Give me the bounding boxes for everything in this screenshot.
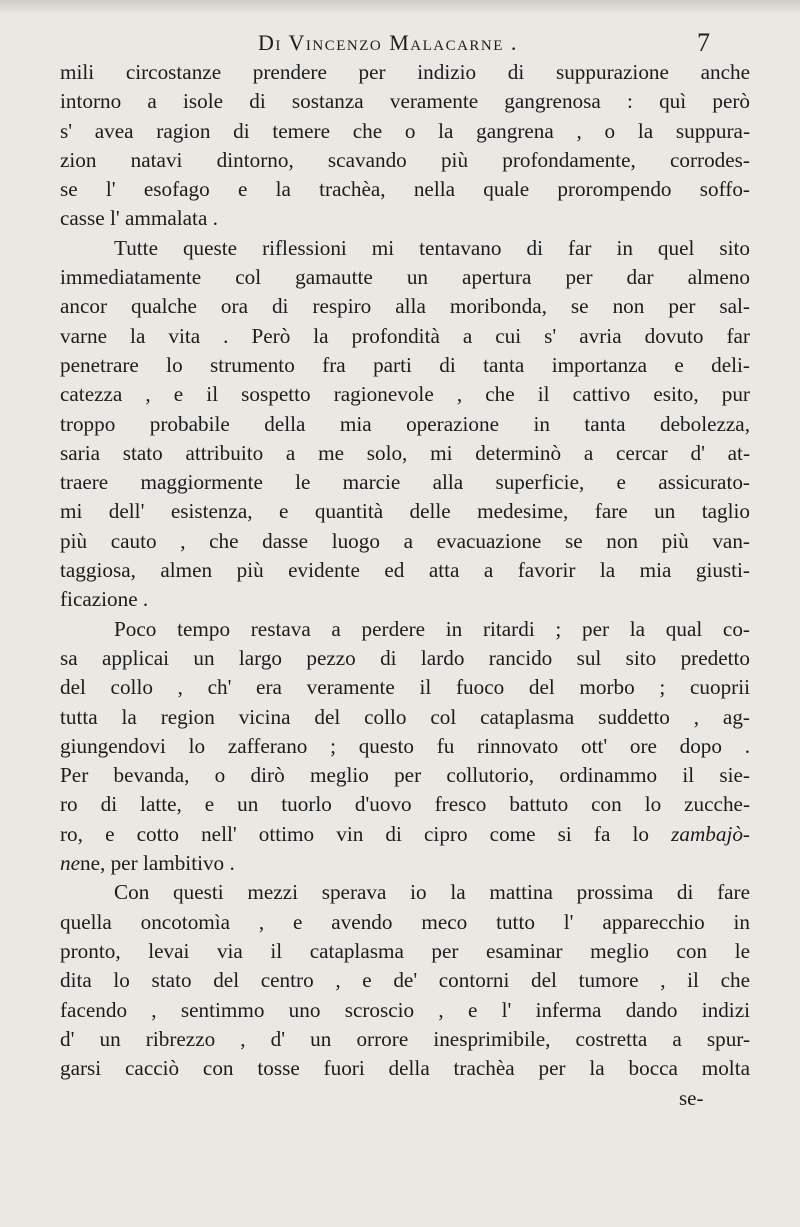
text-line: catezza , e il sospetto ragionevole , che il cattivo esito, pur — [60, 382, 750, 407]
text-line: taggiosa, almen più evidente ed atta a favorir la mia giusti- — [60, 558, 750, 583]
text-line: Con questi mezzi sperava io la mattina prossima di fare — [114, 880, 750, 905]
text-line: troppo probabile della mia operazione in tanta debolezza, — [60, 411, 750, 436]
text-line: varne la vita . Però la profondità a cui s' avria dovuto far — [60, 323, 750, 348]
text-line: giungendovi lo zafferano ; questo fu rinnovato ott' ore dopo . — [60, 733, 750, 758]
line-text: ro, e cotto nell' ottimo vin di cipro come si fa lo — [60, 821, 649, 846]
text-line: Poco tempo restava a perdere in ritardi ; per la qual co- — [114, 616, 750, 641]
text-line: immediatamente col gamautte un apertura per dar almeno — [60, 265, 750, 290]
italic-word: zambajò- — [671, 821, 750, 846]
text-line: sa applicai un largo pezzo di lardo rancido sul sito predetto — [60, 645, 750, 670]
text-line: più cauto , che dasse luogo a evacuazione se non più van- — [60, 528, 750, 553]
text-line: s' avea ragion di temere che o la gangrena , o la suppura- — [60, 118, 750, 143]
text-line: intorno a isole di sostanza veramente gangrenosa : quì però — [60, 89, 750, 114]
text-line: ro di latte, e un tuorlo d'uovo fresco battuto con lo zucche- — [60, 792, 750, 817]
text-line: ficazione . — [60, 587, 149, 612]
text-line: d' un ribrezzo , d' un orrore inesprimibile, costretta a spur- — [60, 1026, 750, 1051]
line-text: ne, per lambitivo . — [80, 851, 235, 876]
text-line: tutta la region vicina del collo col cataplasma suddetto , ag- — [60, 704, 750, 729]
text-line: pronto, levai via il cataplasma per esaminar meglio con le — [60, 938, 750, 963]
text-line: se l' esofago e la trachèa, nella quale prorompendo soffo- — [60, 177, 750, 202]
text-line-with-italic — [60, 820, 750, 849]
body-text — [60, 58, 750, 1083]
text-line-with-italic — [60, 849, 750, 878]
text-line: facendo , sentimmo uno scroscio , e l' inferma dando indizi — [60, 997, 750, 1022]
text-line: Per bevanda, o dirò meglio per collutorio, ordinammo il sie- — [60, 763, 750, 788]
text-line: saria stato attribuito a me solo, mi determinò a cercar d' at- — [60, 440, 750, 465]
text-line: dita lo stato del centro , e de' contorni del tumore , il che — [60, 968, 750, 993]
text-line: mili circostanze prendere per indizio di suppurazione anche — [60, 60, 750, 84]
text-line: penetrare lo strumento fra parti di tanta importanza e deli- — [60, 352, 750, 377]
italic-word: ne — [60, 851, 80, 876]
text-line: mi dell' esistenza, e quantità delle medesime, fare un taglio — [60, 499, 750, 524]
text-line: quella oncotomìa , e avendo meco tutto l' apparecchio in — [60, 909, 750, 934]
text-line: garsi cacciò con tosse fuori della trachèa per la bocca molta — [60, 1056, 750, 1081]
text-line: casse l' ammalata . — [60, 206, 218, 231]
page-number: 7 — [697, 28, 710, 57]
running-title: Di Vincenzo Malacarne . — [258, 30, 518, 55]
text-line: ancor qualche ora di respiro alla moribonda, se non per sal- — [60, 294, 750, 319]
text-line: zion natavi dintorno, scavando più profondamente, corrodes- — [60, 147, 750, 172]
text-line: del collo , ch' era veramente il fuoco del morbo ; cuoprii — [60, 675, 750, 700]
text-line: traere maggiormente le marcie alla superficie, e assicurato- — [60, 470, 750, 495]
text-line: Tutte queste riflessioni mi tentavano di far in quel sito — [114, 235, 750, 260]
catchword: se- — [679, 1086, 704, 1110]
